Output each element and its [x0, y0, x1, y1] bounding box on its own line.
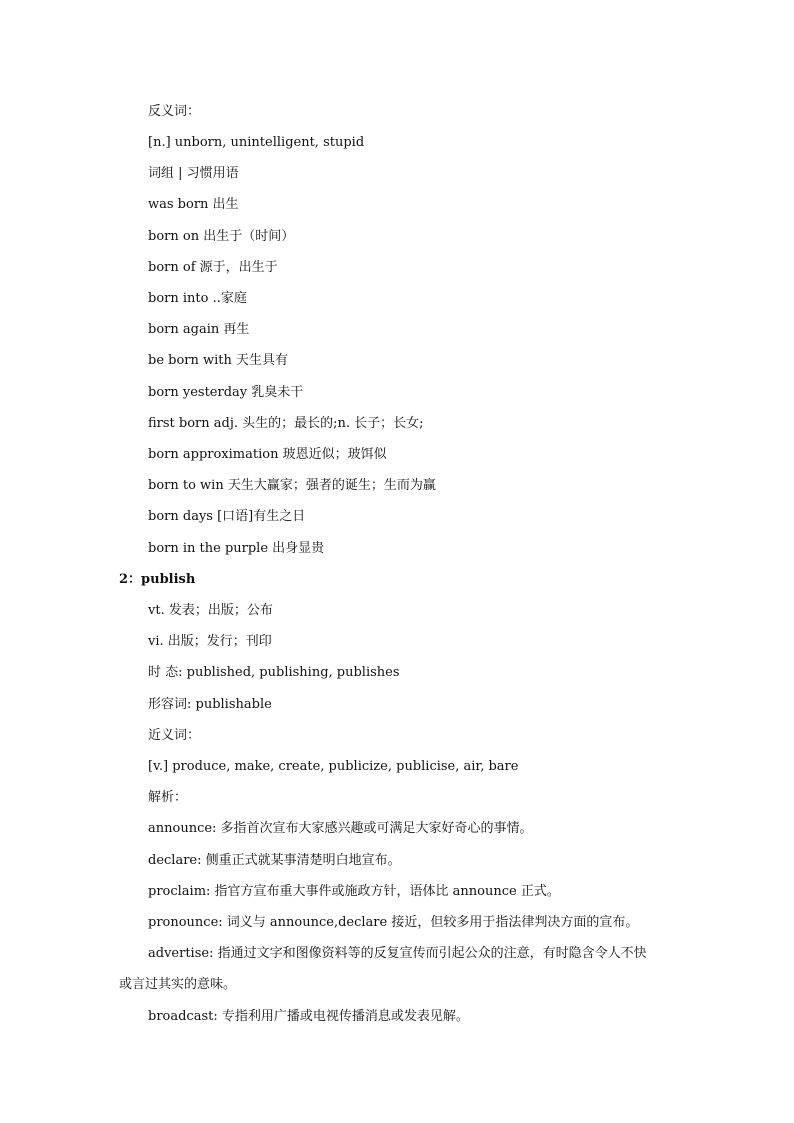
phrase-item: born in the purple 出身显贵 [148, 541, 325, 556]
phrases-heading: 词组 | 习惯用语 [148, 166, 239, 181]
phrase-item: born again 再生 [148, 322, 250, 337]
analysis-item: pronounce: 词义与 announce,declare 接近，但较多用于指法律判决方面的宣布。 [148, 915, 639, 930]
phrase-item: was born 出生 [148, 197, 239, 212]
phrase-item: born yesterday 乳臭未干 [148, 385, 304, 400]
analysis-item-continued: 或言过其实的意味。 [119, 977, 237, 992]
analysis-item: broadcast: 专指利用广播或电视传播消息或发表见解。 [148, 1009, 469, 1024]
analysis-heading: 解析： [148, 790, 188, 805]
entry-heading-publish: 2：publish [119, 572, 196, 587]
synonym-list: [v.] produce, make, create, publicize, publicise, air, bare [148, 759, 519, 774]
analysis-item: advertise: 指通过文字和图像资料等的反复宣传而引起公众的注意，有时隐含令人不快 [148, 946, 647, 961]
definition-vi: vi. 出版；发行；刊印 [148, 634, 272, 649]
phrase-item: born into ..家庭 [148, 291, 247, 306]
analysis-item: announce: 多指首次宣布大家感兴趣或可满足大家好奇心的事情。 [148, 821, 533, 836]
phrase-item: born approximation 玻恩近似；玻饵似 [148, 447, 387, 462]
phrase-item: born on 出生于（时间） [148, 229, 295, 244]
definition-vt: vt. 发表；出版；公布 [148, 603, 273, 618]
phrase-item: born of 源于，出生于 [148, 260, 278, 275]
analysis-item: proclaim: 指官方宣布重大事件或施政方针，语体比 announce 正式。 [148, 884, 560, 899]
antonym-heading: 反义词： [148, 104, 201, 119]
antonym-list: [n.] unborn, unintelligent, stupid [148, 135, 365, 150]
adjective-form: 形容词: publishable [148, 697, 272, 712]
tense-forms: 时 态: published, publishing, publishes [148, 665, 400, 680]
synonym-heading: 近义词： [148, 728, 201, 743]
phrase-item: first born adj. 头生的；最长的;n. 长子；长女; [148, 416, 424, 431]
analysis-item: declare: 侧重正式就某事清楚明白地宣布。 [148, 853, 401, 868]
phrase-item: born days [口语]有生之日 [148, 509, 306, 524]
phrase-item: born to win 天生大赢家；强者的诞生；生而为赢 [148, 478, 436, 493]
phrase-item: be born with 天生具有 [148, 353, 289, 368]
